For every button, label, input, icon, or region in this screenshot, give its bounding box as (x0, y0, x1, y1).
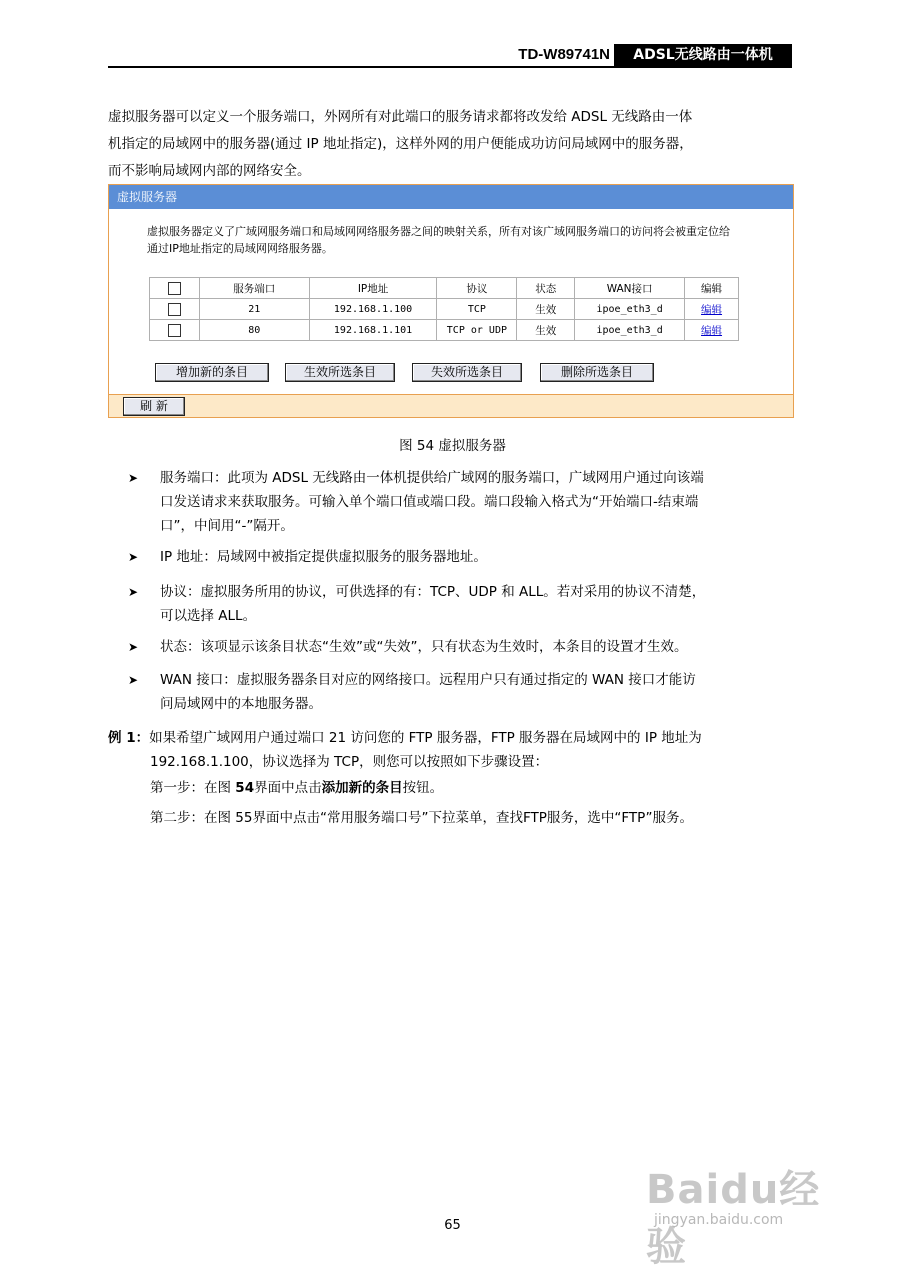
cell-protocol: TCP or UDP (437, 320, 517, 341)
bullet-line: IP 地址：局域网中被指定提供虚拟服务的服务器地址。 (160, 549, 487, 565)
table-row (150, 299, 739, 320)
bullet-line: 状态：该项显示该条目状态“生效”或“失效”，只有状态为生效时，本条目的设置才生效。 (160, 639, 688, 655)
bullet-line: 口发送请求来获取服务。可输入单个端口值或端口段。端口段输入格式为“开始端口-结束端 (160, 494, 699, 510)
cell-wan: ipoe_eth3_d (575, 320, 685, 341)
cell-ip: 192.168.1.101 (309, 320, 437, 341)
panel-description-line: 虚拟服务器定义了广域网服务端口和局域网网络服务器之间的映射关系，所有对该广域网服务端口的访问将会被重定位给 (147, 225, 730, 238)
table-row (150, 320, 739, 341)
step-2: 第二步：在图 55界面中点击“常用服务端口号”下拉菜单，查找FTP服务，选中“FTP”服务。 (150, 810, 694, 826)
watermark (640, 1140, 860, 1270)
row-select-cell[interactable] (150, 320, 200, 341)
bullet-line: 可以选择 ALL。 (160, 608, 257, 624)
panel-title: 虚拟服务器 (109, 185, 793, 209)
table-header-row (150, 278, 739, 299)
select-all-checkbox[interactable] (168, 282, 181, 295)
cell-port: 21 (199, 299, 309, 320)
column-header-port: 服务端口 (199, 278, 309, 299)
step-1-figure: 54 (235, 780, 255, 796)
cell-ip: 192.168.1.100 (309, 299, 437, 320)
intro-line-1: 虚拟服务器可以定义一个服务端口，外网所有对此端口的服务请求都将改发给 ADSL 无线路由一体 (108, 109, 693, 125)
virtual-server-panel (108, 184, 794, 418)
intro-line-2: 机指定的局域网中的服务器(通过 IP 地址指定)，这样外网的用户便能成功访问局域网中的服务器， (108, 136, 693, 152)
cell-edit[interactable] (685, 320, 739, 341)
example-1 (108, 726, 798, 774)
header-model: TD-W89741N (518, 46, 610, 63)
cell-status: 生效 (517, 320, 575, 341)
column-header-wan: WAN接口 (575, 278, 685, 299)
column-header-edit: 编辑 (685, 278, 739, 299)
bullet-line: 问局域网中的本地服务器。 (160, 696, 322, 712)
figure-caption: 图 54 虚拟服务器 (399, 438, 506, 454)
panel-description (147, 223, 787, 257)
header-product: ADSL无线路由一体机 (614, 44, 792, 66)
column-header-protocol: 协议 (437, 278, 517, 299)
row-checkbox[interactable] (168, 324, 181, 337)
arrow-bullet-icon: ➤ (128, 550, 139, 564)
cell-wan: ipoe_eth3_d (575, 299, 685, 320)
refresh-button[interactable]: 刷 新 (123, 397, 185, 416)
watermark-brand: Baidu经验 (646, 1167, 821, 1270)
example-line: 192.168.1.100，协议选择为 TCP，则您可以按照如下步骤设置： (150, 754, 549, 770)
add-entry-button[interactable]: 增加新的条目 (155, 363, 269, 382)
step-1-suffix: 按钮。 (402, 780, 444, 796)
cell-protocol: TCP (437, 299, 517, 320)
example-label: 例 1： (108, 730, 150, 746)
step-1 (150, 776, 800, 800)
panel-footer (109, 394, 793, 417)
page-header (108, 44, 792, 66)
bullet-line: 协议：虚拟服务所用的协议，可供选择的有：TCP、UDP 和 ALL。若对采用的协议不清楚， (160, 584, 706, 600)
arrow-bullet-icon: ➤ (128, 640, 139, 654)
select-all-cell[interactable] (150, 278, 200, 299)
step-1-prefix: 第一步：在图 (150, 780, 236, 796)
enable-selected-button[interactable]: 生效所选条目 (285, 363, 395, 382)
delete-selected-button[interactable]: 删除所选条目 (540, 363, 654, 382)
column-header-status: 状态 (517, 278, 575, 299)
row-checkbox[interactable] (168, 303, 181, 316)
row-select-cell[interactable] (150, 299, 200, 320)
step-1-button-name: 添加新的条目 (321, 780, 403, 796)
example-line: 如果希望广域网用户通过端口 21 访问您的 FTP 服务器，FTP 服务器在局域网中的 IP 地址为 (149, 730, 702, 746)
edit-link[interactable]: 编辑 (701, 303, 723, 316)
intro-line-3: 而不影响局域网内部的网络安全。 (108, 163, 311, 179)
bullet-line: WAN 接口：虚拟服务器条目对应的网络接口。远程用户只有通过指定的 WAN 接口才能访 (160, 672, 696, 688)
watermark-url: jingyan.baidu.com (654, 1212, 784, 1228)
cell-port: 80 (199, 320, 309, 341)
arrow-bullet-icon: ➤ (128, 471, 139, 485)
bullet-line: 服务端口：此项为 ADSL 无线路由一体机提供给广域网的服务端口，广域网用户通过向该端 (160, 470, 704, 486)
virtual-server-table (149, 277, 739, 341)
cell-status: 生效 (517, 299, 575, 320)
header-rule (108, 66, 792, 68)
step-1-mid: 界面中点击 (254, 780, 322, 796)
arrow-bullet-icon: ➤ (128, 585, 139, 599)
disable-selected-button[interactable]: 失效所选条目 (412, 363, 522, 382)
bullet-line: 口”，中间用“-”隔开。 (160, 518, 294, 534)
page-number: 65 (444, 1218, 461, 1233)
panel-description-line: 通过IP地址指定的局域网网络服务器。 (147, 242, 333, 255)
cell-edit[interactable] (685, 299, 739, 320)
column-header-ip: IP地址 (309, 278, 437, 299)
edit-link[interactable]: 编辑 (701, 324, 723, 337)
arrow-bullet-icon: ➤ (128, 673, 139, 687)
